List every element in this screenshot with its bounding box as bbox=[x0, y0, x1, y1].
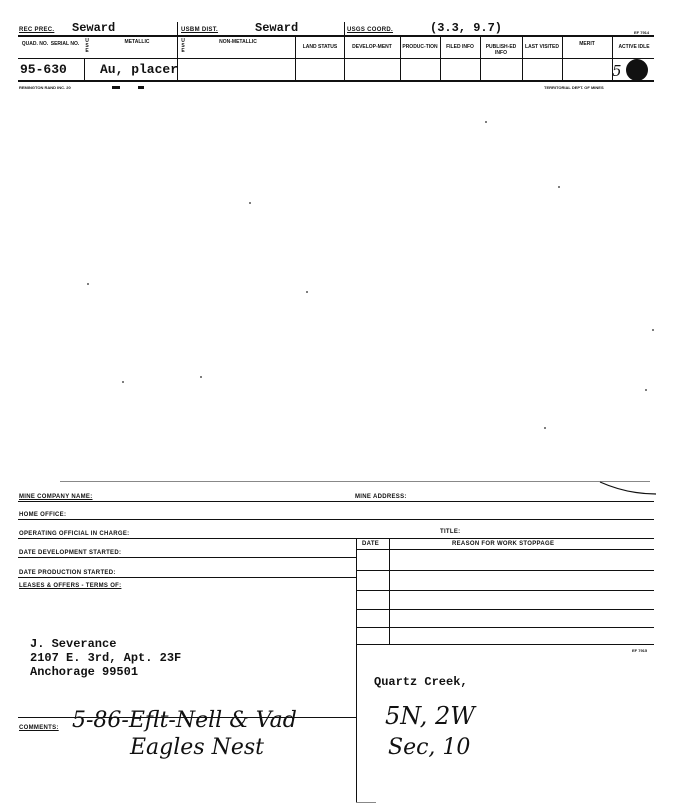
mine-company-label: MINE COMPANY NAME: bbox=[19, 494, 93, 500]
quad-label: QUAD. NO. bbox=[21, 41, 49, 47]
development-label: DEVELOP-MENT bbox=[352, 44, 392, 50]
production-label: PRODUC-TION bbox=[402, 44, 438, 50]
card-bottom-rule bbox=[18, 80, 654, 82]
mine-address-label: MINE ADDRESS: bbox=[355, 494, 407, 500]
column-header-rule bbox=[18, 58, 654, 59]
quad-serial-value: 95-630 bbox=[20, 62, 67, 77]
last-visited-label: LAST VISITED bbox=[525, 44, 559, 50]
leases-label: LEASES & OFFERS - TERMS OF: bbox=[19, 583, 122, 589]
rec-prec-label: REC PREC. bbox=[19, 27, 55, 33]
form-number-top: EF 7914 bbox=[634, 30, 650, 35]
home-office-label: HOME OFFICE: bbox=[19, 512, 67, 518]
location-township-range: 5N, 2W bbox=[385, 702, 475, 730]
location-typed: Quartz Creek, bbox=[374, 675, 468, 689]
filed-info-label: FILED INFO bbox=[446, 44, 474, 50]
use-marks-left: U S E bbox=[85, 38, 89, 54]
owner-name: J. Severance bbox=[30, 637, 117, 651]
metallic-label: METALLIC bbox=[124, 39, 150, 45]
merit-label: MERIT bbox=[579, 41, 595, 47]
printer-line: REMINGTON RAND INC. 20 bbox=[19, 85, 71, 90]
dept-line: TERRITORIAL DEPT. OF MINES bbox=[544, 85, 604, 90]
title-label: TITLE: bbox=[440, 529, 461, 535]
metallic-value: Au, placer bbox=[100, 62, 179, 77]
torn-edge-mark bbox=[598, 478, 658, 498]
comments-label: COMMENTS: bbox=[19, 725, 59, 731]
punch-hole-icon bbox=[626, 59, 648, 81]
owner-street: 2107 E. 3rd, Apt. 23F bbox=[30, 651, 182, 665]
date-development-label: DATE DEVELOPMENT STARTED: bbox=[19, 550, 122, 556]
comments-handwriting-line-1: 5-86-Eflt-Nell & Vad bbox=[72, 708, 297, 733]
location-section: Sec, 10 bbox=[388, 735, 471, 760]
form-number-bottom: EF 7915 bbox=[632, 648, 648, 653]
rec-prec-value: Seward bbox=[72, 21, 116, 35]
usbm-dist-value: Seward bbox=[255, 21, 299, 35]
serial-label: SERIAL NO. bbox=[50, 41, 80, 47]
owner-city: Anchorage 99501 bbox=[30, 665, 139, 679]
land-status-label: LAND STATUS bbox=[302, 44, 338, 50]
date-production-label: DATE PRODUCTION STARTED: bbox=[19, 570, 116, 576]
published-info-label: PUBLISH-ED INFO bbox=[485, 44, 517, 56]
usbm-dist-label: USBM DIST. bbox=[181, 27, 219, 33]
header-rule bbox=[18, 35, 654, 37]
non-metallic-label: NON-METALLIC bbox=[219, 39, 257, 45]
active-idle-label: ACTIVE IDLE bbox=[618, 44, 650, 50]
usgs-coord-value: (3.3, 9.7) bbox=[430, 21, 503, 35]
comments-handwriting-line-2: Eagles Nest bbox=[130, 735, 264, 760]
reason-label: REASON FOR WORK STOPPAGE bbox=[452, 541, 555, 547]
operating-official-label: OPERATING OFFICIAL IN CHARGE: bbox=[19, 531, 130, 537]
active-mark: 5 bbox=[612, 62, 622, 80]
use-marks-right: U S E bbox=[181, 38, 185, 54]
usgs-coord-label: USGS COORD. bbox=[347, 27, 393, 33]
date-column-label: DATE bbox=[362, 541, 380, 547]
